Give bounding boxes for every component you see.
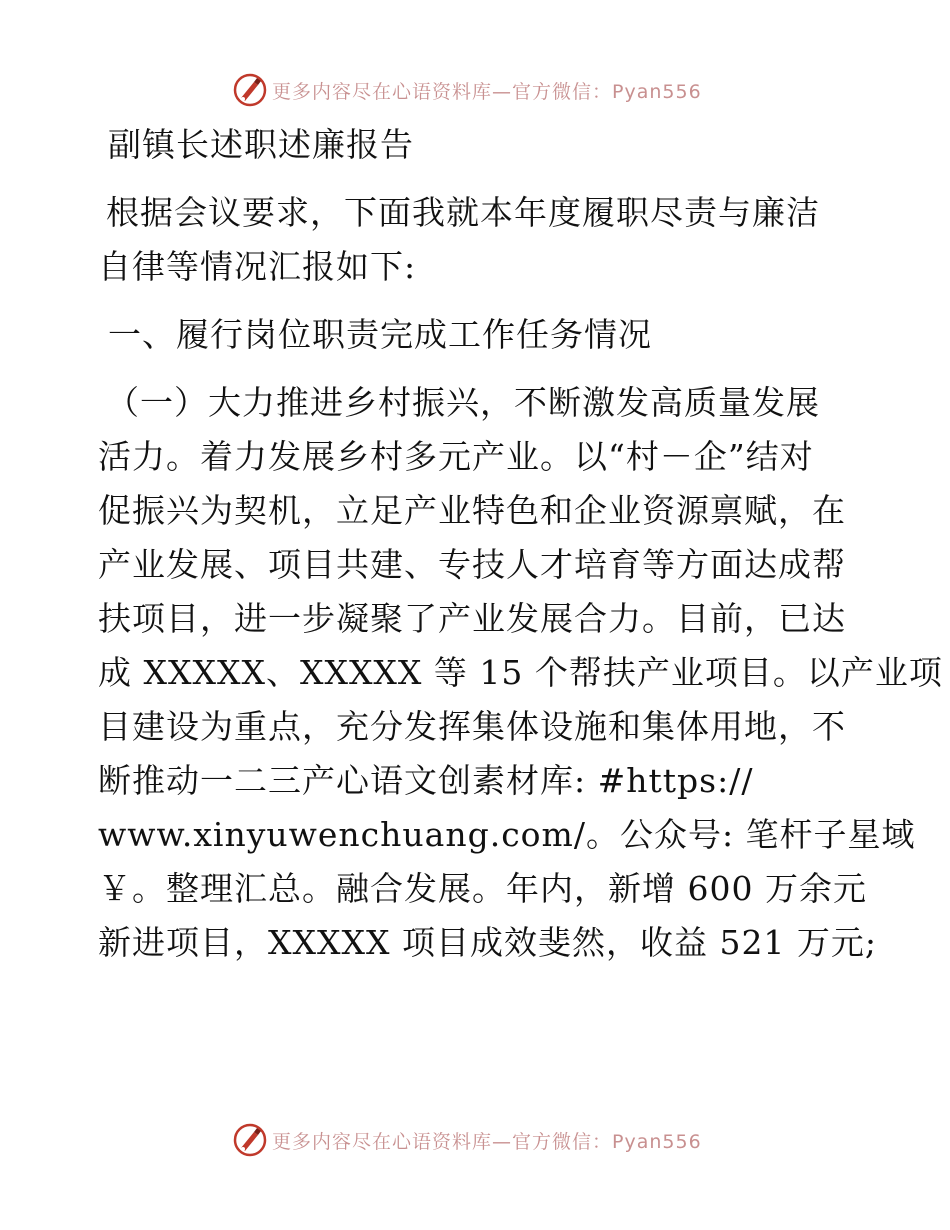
footer-banner bbox=[232, 1120, 702, 1160]
text-line: （一）大力推进乡村振兴，不断激发高质量发展 bbox=[106, 383, 820, 422]
banner-text: 更多内容尽在心语资料库—官方微信：Pyan556 bbox=[272, 80, 702, 103]
pen-logo-icon bbox=[232, 1122, 268, 1158]
page-title: 副镇长述职述廉报告 bbox=[108, 125, 414, 164]
text-line: 成 XXXXX、XXXXX 等 15 个帮扶产业项目。以产业项 bbox=[98, 653, 943, 692]
text-line: 扶项目，进一步凝聚了产业发展合力。目前，已达 bbox=[98, 599, 846, 638]
text-line: www.xinyuwenchuang.com/。公众号: 笔杆子星域 bbox=[98, 815, 916, 854]
text-line: 新进项目，XXXXX 项目成效斐然，收益 521 万元; bbox=[98, 923, 878, 962]
intro-paragraph bbox=[98, 186, 858, 294]
text-line: 根据会议要求，下面我就本年度履职尽责与廉洁 bbox=[106, 193, 820, 232]
text-line: ￥。整理汇总。融合发展。年内，新增 600 万余元 bbox=[98, 869, 867, 908]
text-line: 促振兴为契机，立足产业特色和企业资源禀赋，在 bbox=[98, 491, 846, 530]
text-line: 活力。着力发展乡村多元产业。以“村－企”结对 bbox=[98, 437, 814, 476]
text-line: 自律等情况汇报如下: bbox=[98, 247, 417, 286]
header-banner bbox=[232, 70, 702, 110]
text-line: 产业发展、项目共建、专技人才培育等方面达成帮 bbox=[98, 545, 846, 584]
body-paragraph bbox=[98, 376, 943, 970]
section-heading: 一、履行岗位职责完成工作任务情况 bbox=[108, 315, 652, 354]
pen-logo-icon bbox=[232, 72, 268, 108]
text-line: 断推动一二三产心语文创素材库: #https:// bbox=[98, 761, 754, 800]
banner-text: 更多内容尽在心语资料库—官方微信：Pyan556 bbox=[272, 1130, 702, 1153]
text-line: 目建设为重点，充分发挥集体设施和集体用地，不 bbox=[98, 707, 846, 746]
document-body bbox=[98, 118, 943, 970]
